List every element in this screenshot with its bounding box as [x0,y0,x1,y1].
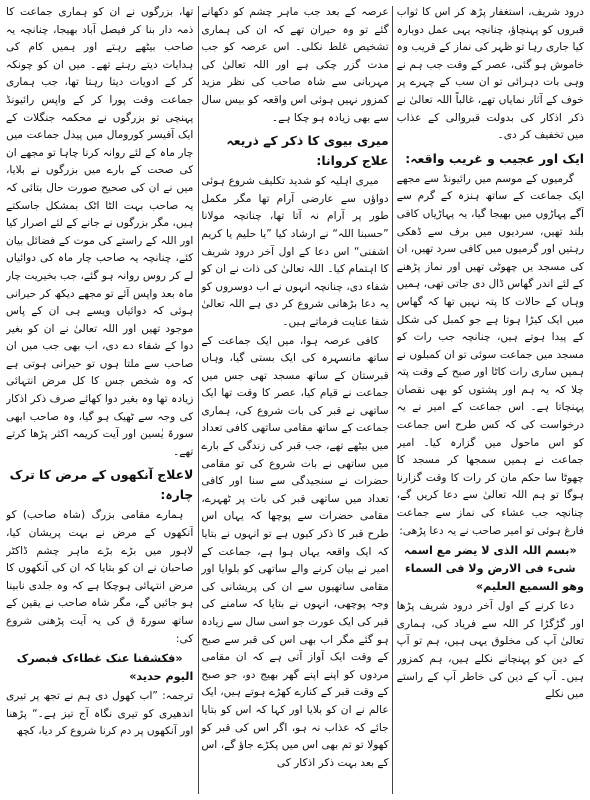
paragraph: ہمارے مقامی بزرگ (شاہ صاحب) کو آنکھوں کے مرض نے بہت پریشان کیا، لاہور میں بڑے بڑے ماہر چشم ڈاکٹر صاحبان نے ان کو بتایا کہ ان کی آنکھوں کا مرض انتہائی ہوچکا ہے کہ وہ جلدی نابینا ہو جائیں گے، مگر شاہ صاحب نے یقین کے ساتھ سورۃ ق کی یہ آیت پڑھنی شروع کی: [6,509,194,645]
paragraph: میری اہلیہ کو شدید تکلیف شروع ہوئی دواؤں سے عارضی آرام تھا مگر مکمل طور پر آرام نہ آتا تھا، چنانچہ مولانا ”حسبنا اللہ“ نے ارشاد کیا ”یا حلیم یا کریم اشفنی“ اس دعا کے اول آخر درود شریف کا اہتمام کیا۔ اللہ تعالیٰ کی ذات نے ان کو شفاء دی، چنانچہ انہوں نے اب دوسروں کو یہ دعا بڑھانی شروع کر دی ہے اللہ تعالیٰ شفا عنایت فرماتے ہیں۔ [201,175,389,328]
paragraph: عرصہ کے بعد جب ماہر چشم کو دکھانے گئے تو وہ حیران تھے کہ ان کی ہماری تشخیص غلط نکلی۔ اس عرصہ کو جب مدت گزر چکی ہے اور اللہ تعالیٰ کی مہربانی سے شاہ صاحب کی نظر مزید کمزور نہیں ہوئی اس واقعہ کو بیس سال سے بھی زیادہ ہو چکا ہے۔ [201,6,389,124]
quranic-verse: «فکشفنا عنک غطاءک فبصرک الیوم حدید» [16,652,194,684]
paragraph: دعا کرنے کے اول آخر درود شریف پڑھا اور گڑگڑا کر اللہ سے فریاد کی، ہماری تعالیٰ آپ کی مخلوق یہی ہیں، ہم تو آپ کے دین کو پہنچانے نکلے ہیں، ہم کمزور ہیں۔ آپ کے دین کی خاطر آپ کے راستے میں نکلے [396,600,584,701]
dua-text: «بسم اللہ الذی لا یضر مع اسمہ شیء فی الارض ولا فی السماء وھو السمیع العلیم» [403,544,584,594]
paragraph: درود شریف، استغفار پڑھ کر اس کا ثواب قبروں کو پہنچاؤ، چنانچہ یہی عمل دوبارہ کیا جاری رہا تو ظہر کی نماز کے قریب وہ خاموش ہو گئی، عصر کے وقت جب ہم نے وہی بات دہرائی تو ان سب کے چہرے پر خوف کے آثار نمایاں تھے، غالباً اللہ تعالیٰ نے ذکر اذکار کی بدولت قبروالی کے عذاب میں تخفیف کر دی۔ [396,6,584,142]
column-middle [201,4,388,796]
column-left [397,4,584,796]
paragraph: تھا، بزرگوں نے ان کو ہماری جماعت کا ذمہ دار بنا کر فیصل آباد بھیجا، چنانچہ یہ صاحب بیٹھے رہتے اور ہمیں کام کی ہدایات دیتے رہتے تھے۔ میں ان کو چونکہ کر کے ادویات دیتا رہتا تھا، جب ہماری جماعت وقت پورا کر کے واپس رائیونڈ پہنچی تو بزرگوں نے محکمہ جنگلات کے ایک آفیسر کورومال میں پیدل جماعت میں چار ماہ کے لئے روانہ کرنا چاہا تو مجھے ان کی صحت کے بارے میں بزرگوں نے بلایا، میں نے ان کی صحیح صورت حال بتائی کہ یہ صاحب بہت الٹا اٹک بمشکل جاسکتے ہیں، مگر بزرگوں نے جانے کے لئے اصرار کیا اور اللہ کے راستے کی موت کے فضائل بیان کئے، چنانچہ یہ صاحب چار ماہ کی دوائیاں لے کر روس روانہ ہو گئے، جب بخیریت چار ماہ بعد واپس آئے تو مجھے دیکھ کر حیرانی ہوئی کہ دوائیاں ویسے ہی ان کے پاس موجود تھیں اور اللہ تعالیٰ نے ان کو بغیر دوا کے شفاء دے دی، اب بھی جب میں ان صاحب سے ملتا ہوں تو حیرانی ہوتی ہے کہ وہ شخص جس کا کل مرض انتہائی زیادہ تھا وہ بغیر دوا کھائے صرف ذکر اذکار کی وجہ سے ٹھیک ہو گیا، وہ صاحب ابھی سورۃ یٰسین اور آیت کریمہ اکثر پڑھا کرتے تھے۔ [6,6,194,458]
column-right [6,4,193,796]
paragraph: کافی عرصہ ہوا، میں ایک جماعت کے ساتھ مانسہرہ کی ایک بستی گیا، وہاں قبرستان کے ساتھ مسجد تھی جس میں جماعت نے قیام کیا، عصر کا وقت تھا ایک ساتھی نے قبر کی بات شروع کی، ہماری جماعت کے ساتھ مقامی ساتھی کافی تعداد میں بیٹھے تھے، جب قبر کی زندگی کے بارے میں ساتھی نے بات شروع کی تو مقامی حضرات نے سنجیدگی سے سنا اور کافی تعداد میں ساتھی قبر کی بات پر ٹھہرے، مقامی حضرات سے پوچھا کہ یہاں اس طرح قبر کا ذکر کیوں ہے تو انہوں نے بتایا کہ ایک واقعہ یہاں ہوا ہے، جماعت کے امیر نے بیان کرنے والے ساتھی کو بلوایا اور مقامی ساتھیوں سے ان کی پریشانی کی وجہ پوچھی، انہوں نے بتایا کہ سامنے کی قبر کی ایک عورت جو اسی سال سے زیادہ ہو گئے مگر اب بھی اس کی قبر سے صبح کے وقت ایک آواز آتی ہے کہ ان مقامی مردوں کو اپنے اپنے گھر بھیج دو، جو صبح کے وقت قبر کے کنارے کھڑے ہوتے ہیں، ایک عالم نے ان کو بلایا اور کہا کہ اس کو بتایا جائے کہ عذاب نہ ہو، اگر اس کی قبر کو کھولا تو تم بھی اس میں پکڑے جاؤ گے، اس کے بعد بہت ذکر اذکار کی [201,334,389,769]
column-divider [392,6,393,794]
section-heading: میری بیوی کا ذکر کے ذریعہ علاج کروانا: [226,133,389,169]
section-heading: لاعلاج آنکھوں کے مرض کا ترک چارہ: [9,467,194,503]
column-divider [198,6,199,794]
paragraph: ترجمہ: ”اب کھول دی ہم نے تجھ پر تیری اندھیری کو تیری نگاہ آج تیز ہے۔“ پڑھنا اور آنکھوں پر دم کرنا شروع کر دیا، کچھ [6,690,194,738]
paragraph: گرمیوں کے موسم میں رائیونڈ سے مجھے ایک جماعت کے ساتھ ہنزہ کے گرم سے آگے پہاڑوں میں بھیجا گیا، یہ پہاڑیاں کافی بلند تھیں، سردیوں میں برف سے ڈھکی رہتیں اور گرمیوں میں کافی سرد تھیں، ان کی مسجد یں چھوٹی تھیں اور نماز پڑھنے کے لئے اندر گھاس ڈال دی جاتی تھی، ہمیں وہاں کے حالات کا پتہ نہیں تھا کہ گھاس میں ایک کیڑا ہوتا ہے جو کمبل کی شکل کے پیدا ہوتے ہیں، چنانچہ جب رات کو مسجد میں جماعت سوئی تو ان کمبلوں نے ہمیں ساری رات کاٹا اور صبح کے وقت پتہ چلا کہ یہ ہم اور پشتوں کو بھی نقصان پہنچاتا ہے۔ اس جماعت کے امیر نے یہ درخواست کی کہ کس طرح اس جماعت کو اس ماحول میں گزارہ کیا۔ امیر جماعت نے ہمیں سمجھا کر مسجد کا چھوٹا سا حکم مان کر رات کا وقت گزارنا ہوگا تو ہم اللہ تعالیٰ سے دعا کریں گے، چنانچہ جب عشاء کی نماز سے جماعت فارغ ہوئی تو امیر صاحب نے یہ دعا پڑھی: [396,172,584,537]
section-heading: ایک اور عجیب و غریب واقعہ: [405,150,584,166]
